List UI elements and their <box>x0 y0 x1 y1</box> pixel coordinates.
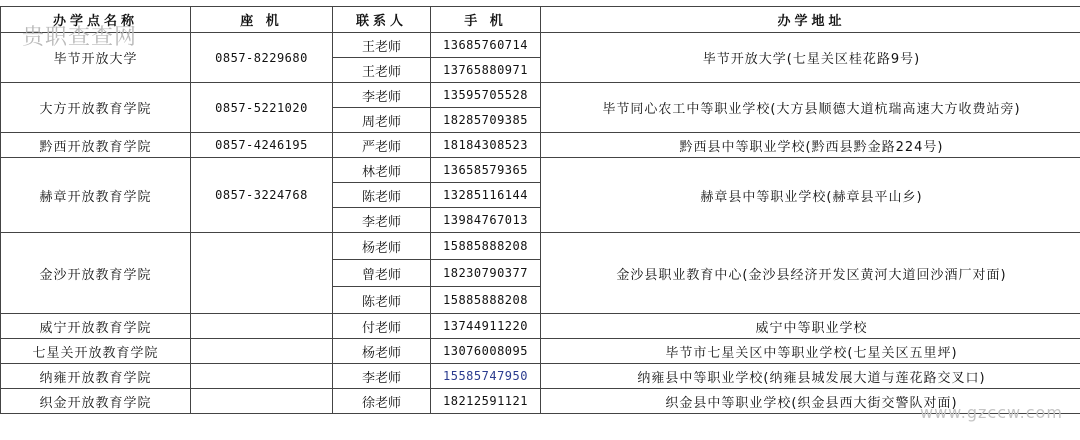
contact-person: 陈老师 <box>333 287 431 314</box>
contact-person: 杨老师 <box>333 233 431 260</box>
school-name: 赫章开放教育学院 <box>1 158 191 233</box>
landline <box>191 364 333 389</box>
school-name: 金沙开放教育学院 <box>1 233 191 314</box>
watermark-bottom-right: www.gzccw.com <box>920 403 1063 422</box>
contact-person: 王老师 <box>333 33 431 58</box>
school-address: 毕节市七星关区中等职业学校(七星关区五里坪) <box>541 339 1080 364</box>
mobile-number: 15885888208 <box>431 233 541 260</box>
contact-person: 曾老师 <box>333 260 431 287</box>
school-name: 织金开放教育学院 <box>1 389 191 414</box>
header-contact: 联系人 <box>333 7 431 33</box>
table-row <box>1 83 1080 108</box>
landline: 0857-8229680 <box>191 33 333 83</box>
mobile-number: 13984767013 <box>431 208 541 233</box>
landline <box>191 233 333 314</box>
school-name: 毕节开放大学 <box>1 33 191 83</box>
contact-person: 王老师 <box>333 58 431 83</box>
landline <box>191 389 333 414</box>
table-row <box>1 133 1080 158</box>
mobile-number: 15585747950 <box>431 364 541 389</box>
contact-person: 杨老师 <box>333 339 431 364</box>
table-row <box>1 314 1080 339</box>
table-row <box>1 389 1080 414</box>
school-name: 大方开放教育学院 <box>1 83 191 133</box>
landline <box>191 314 333 339</box>
mobile-number: 13285116144 <box>431 183 541 208</box>
mobile-number: 13765880971 <box>431 58 541 83</box>
contact-person: 李老师 <box>333 364 431 389</box>
contact-person: 李老师 <box>333 83 431 108</box>
mobile-number: 15885888208 <box>431 287 541 314</box>
contact-person: 严老师 <box>333 133 431 158</box>
table-row <box>1 33 1080 58</box>
contact-person: 陈老师 <box>333 183 431 208</box>
contact-person: 周老师 <box>333 108 431 133</box>
school-name: 七星关开放教育学院 <box>1 339 191 364</box>
school-name: 黔西开放教育学院 <box>1 133 191 158</box>
table-row <box>1 233 1080 260</box>
contact-person: 林老师 <box>333 158 431 183</box>
school-address: 威宁中等职业学校 <box>541 314 1080 339</box>
header-name: 办学点名称 <box>1 7 191 33</box>
landline: 0857-5221020 <box>191 83 333 133</box>
table-row <box>1 364 1080 389</box>
mobile-number: 13076008095 <box>431 339 541 364</box>
school-address: 黔西县中等职业学校(黔西县黔金路224号) <box>541 133 1080 158</box>
mobile-number: 18285709385 <box>431 108 541 133</box>
school-address: 毕节同心农工中等职业学校(大方县顺德大道杭瑞高速大方收费站旁) <box>541 83 1080 133</box>
contact-person: 李老师 <box>333 208 431 233</box>
mobile-number: 13658579365 <box>431 158 541 183</box>
mobile-number: 13685760714 <box>431 33 541 58</box>
mobile-number: 18184308523 <box>431 133 541 158</box>
mobile-number: 18230790377 <box>431 260 541 287</box>
contact-person: 付老师 <box>333 314 431 339</box>
school-address: 金沙县职业教育中心(金沙县经济开发区黄河大道回沙酒厂对面) <box>541 233 1080 314</box>
table-row <box>1 339 1080 364</box>
school-address: 织金县中等职业学校(织金县西大街交警队对面) <box>541 389 1080 414</box>
mobile-number: 13595705528 <box>431 83 541 108</box>
school-directory-table <box>0 6 1080 414</box>
school-name: 纳雍开放教育学院 <box>1 364 191 389</box>
table-header-row <box>1 7 1080 33</box>
landline <box>191 339 333 364</box>
landline: 0857-4246195 <box>191 133 333 158</box>
header-address: 办学地址 <box>541 7 1080 33</box>
mobile-number: 13744911220 <box>431 314 541 339</box>
header-mobile: 手 机 <box>431 7 541 33</box>
watermark-top-left: 贵职查查网 <box>22 25 138 50</box>
header-landline: 座 机 <box>191 7 333 33</box>
contact-person: 徐老师 <box>333 389 431 414</box>
school-address: 纳雍县中等职业学校(纳雍县城发展大道与莲花路交叉口) <box>541 364 1080 389</box>
mobile-number: 18212591121 <box>431 389 541 414</box>
table-row <box>1 158 1080 183</box>
school-name: 威宁开放教育学院 <box>1 314 191 339</box>
school-address: 毕节开放大学(七星关区桂花路9号) <box>541 33 1080 83</box>
school-address: 赫章县中等职业学校(赫章县平山乡) <box>541 158 1080 233</box>
landline: 0857-3224768 <box>191 158 333 233</box>
